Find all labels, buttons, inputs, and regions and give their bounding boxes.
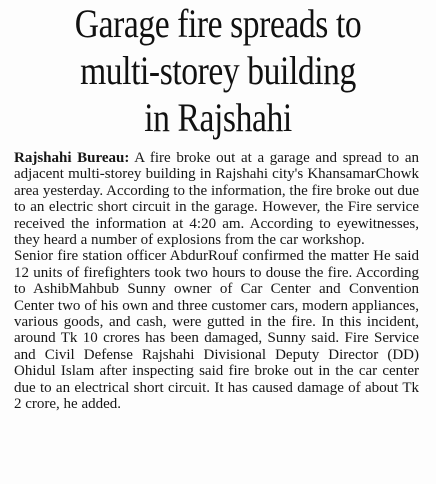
paragraph-2: Senior fire station officer AbdurRouf confirmed the matter He said 12 units of firefighters took two hours to douse the fire. According to AshibMahbub Sunny owner of Car Center and Convention Center two of his own and three customer cars, modern appliances, various goods, and cash, were gutted in the fire. In this incident, around Tk 10 crores has been damaged, Sunny said. Fire Service and Civil Defense Rajshahi Divisional Deputy Director (DD) Ohidul Islam after inspecting said fire broke out in the car center due to an electrical short circuit. It has caused damage of about Tk 2 crore, he added.: [14, 248, 419, 413]
dateline: Rajshahi Bureau:: [14, 150, 130, 166]
headline-line-1: Garage fire spreads to: [74, 1, 362, 46]
headline-line-2: multi-storey building: [80, 48, 356, 93]
headline: [35, 0, 401, 141]
paragraph-1: [14, 150, 419, 248]
article-body: [14, 150, 419, 413]
paragraph-1-text: A fire broke out at a garage and spread to an adjacent multi-storey building in Rajshahi city's KhansamarChowk area yesterday. According to the information, the fire broke out due to an electric short circuit in the garage. However, the Fire service received the information at 4:20 am. According to eyewitnesses, they heard a number of explosions from the car workshop.: [14, 150, 419, 249]
headline-line-3: in Rajshahi: [144, 95, 292, 140]
